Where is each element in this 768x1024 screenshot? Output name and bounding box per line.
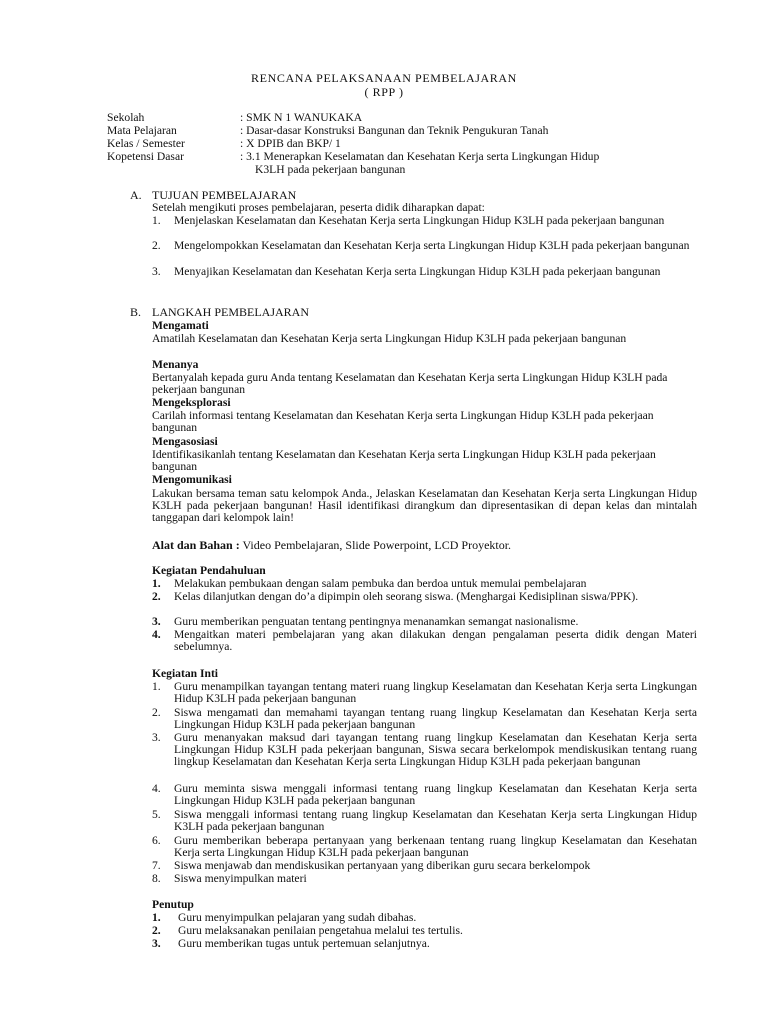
list-item <box>152 707 697 731</box>
step-title: Menanya <box>152 358 199 371</box>
list-item <box>152 591 697 603</box>
list-number: 3. <box>152 615 161 628</box>
document-title: RENCANA PELAKSANAAN PEMBELAJARAN <box>251 71 517 85</box>
list-item <box>152 835 697 859</box>
list-number: 3. <box>152 265 161 278</box>
section-letter: A. <box>130 188 142 202</box>
tools-value: Video Pembelajaran, Slide Powerpoint, LCD Proyektor. <box>239 538 512 552</box>
section-title: LANGKAH PEMBELAJARAN <box>152 305 310 319</box>
identity-label: Kelas / Semester <box>107 137 185 150</box>
list-text: Guru melaksanakan penilaian pengetahua melalui tes tertulis. <box>178 924 463 937</box>
list-number: 1. <box>152 911 161 924</box>
list-item <box>152 860 697 872</box>
tools-label: Alat dan Bahan : <box>152 538 240 552</box>
list-number: 1. <box>152 680 161 693</box>
document-subtitle: ( RPP ) <box>364 85 404 99</box>
list-text: Menyajikan Keselamatan dan Kesehatan Kerja serta Lingkungan Hidup K3LH pada pekerjaan bangunan <box>174 265 661 278</box>
tools-line <box>152 539 697 551</box>
list-item <box>152 925 697 937</box>
section-b-heading <box>130 306 309 318</box>
list-number: 2. <box>152 239 161 252</box>
list-item <box>152 938 697 950</box>
list-number: 4. <box>152 782 161 795</box>
identity-label: Kopetensi Dasar <box>107 150 184 163</box>
list-item <box>152 240 697 252</box>
list-text: Guru memberikan tugas untuk pertemuan selanjutnya. <box>178 937 430 950</box>
section-a-intro: Setelah mengikuti proses pembelajaran, peserta didik diharapkan dapat: <box>152 201 485 214</box>
list-item <box>152 266 697 278</box>
list-text: Guru menampilkan tayangan tentang materi ruang lingkup Keselamatan dan Kesehatan Kerja serta Lingkungan Hidup K3LH pada pekerjaan bangunan <box>174 680 697 706</box>
list-item <box>152 873 697 885</box>
list-text: Guru menanyakan maksud dari tayangan tentang ruang lingkup Keselamatan dan Kesehatan Kerja serta Lingkungan Hidup K3LH pada pekerjaan bangunan, Siswa secara berkelompok mendiskusikan tentang ruang lingkup Keselamatan dan Kesehatan Kerja serta Lingkungan Hidup K3LH pada pekerjaan bangunan <box>174 731 697 769</box>
section-letter: B. <box>130 305 142 319</box>
list-item <box>152 809 697 833</box>
section-title: TUJUAN PEMBELAJARAN <box>152 188 297 202</box>
list-number: 2. <box>152 590 161 603</box>
list-number: 6. <box>152 834 161 847</box>
step-title: Mengasosiasi <box>152 435 218 448</box>
list-text: Guru menyimpulkan pelajaran yang sudah dibahas. <box>178 911 417 924</box>
step-text: Lakukan bersama teman satu kelompok Anda., Jelaskan Keselamatan dan Kesehatan Kerja serta Lingkungan Hidup K3LH pada pekerjaan bangunan! Hasil identifikasi dirangkum dan dipresentasikan di depan kelas dan mintalah tanggapan dari kelompok lain! <box>152 487 697 525</box>
list-item <box>152 616 697 628</box>
kegiatan-inti-title: Kegiatan Inti <box>152 667 219 680</box>
list-text: Siswa menggali informasi tentang ruang lingkup Keselamatan dan Kesehatan Kerja serta Lingkungan Hidup K3LH pada pekerjaan bangunan <box>174 808 697 834</box>
identity-label: Mata Pelajaran <box>107 124 177 137</box>
list-number: 1. <box>152 577 161 590</box>
identity-value: : SMK N 1 WANUKAKA <box>240 111 363 124</box>
list-text: Siswa mengamati dan memahami tayangan tentang ruang lingkup Keselamatan dan Kesehatan Kerja serta Lingkungan Hidup K3LH pada pekerjaan bangunan <box>174 706 697 732</box>
list-text: Siswa menjawab dan mendiskusikan pertanyaan yang diberikan guru secara berkelompok <box>174 859 591 872</box>
section-a-heading <box>130 189 296 201</box>
identity-value: : X DPIB dan BKP/ 1 <box>240 137 341 150</box>
list-text: Guru memberikan beberapa pertanyaan yang berkenaan tentang ruang lingkup Keselamatan dan Kesehatan Kerja serta Lingkungan Hidup K3LH pada pekerjaan bangunan <box>174 834 697 860</box>
kegiatan-pendahuluan-title: Kegiatan Pendahuluan <box>152 564 266 577</box>
step-title: Mengamati <box>152 319 209 332</box>
list-number: 1. <box>152 214 161 227</box>
list-text: Mengaitkan materi pembelajaran yang akan dilakukan dengan pengalaman peserta didik dengan Materi sebelumnya. <box>174 628 697 654</box>
list-number: 4. <box>152 628 161 641</box>
identity-row-subject <box>107 125 667 138</box>
step-text: Bertanyalah kepada guru Anda tentang Keselamatan dan Kesehatan Kerja serta Lingkungan Hidup K3LH pada pekerjaan bangunan <box>152 371 668 397</box>
list-item <box>152 783 697 807</box>
list-number: 2. <box>152 924 161 937</box>
list-item <box>152 578 697 590</box>
list-number: 5. <box>152 808 161 821</box>
step-title: Mengeksplorasi <box>152 396 231 409</box>
list-item <box>152 732 697 769</box>
list-text: Mengelompokkan Keselamatan dan Kesehatan Kerja serta Lingkungan Hidup K3LH pada pekerjaan bangunan <box>174 239 690 252</box>
list-text: Guru meminta siswa menggali informasi tentang ruang lingkup Keselamatan dan Kesehatan Kerja serta Lingkungan Hidup K3LH pada pekerjaan bangunan <box>174 782 697 808</box>
list-number: 3. <box>152 731 161 744</box>
list-number: 3. <box>152 937 161 950</box>
list-number: 2. <box>152 706 161 719</box>
list-number: 8. <box>152 872 161 885</box>
list-text: Guru memberikan penguatan tentang pentingnya menanamkan semangat nasionalisme. <box>174 615 579 628</box>
step-title: Mengomunikasi <box>152 473 232 486</box>
identity-value: : Dasar-dasar Konstruksi Bangunan dan Teknik Pengukuran Tanah <box>240 124 549 137</box>
step-text: Identifikasikanlah tentang Keselamatan dan Kesehatan Kerja serta Lingkungan Hidup K3LH pada pekerjaan bangunan <box>152 448 656 474</box>
list-text: Kelas dilanjutkan dengan do’a dipimpin oleh seorang siswa. (Menghargai Kedisiplinan siswa/PPK). <box>174 590 639 603</box>
list-item <box>152 215 697 227</box>
penutup-title: Penutup <box>152 898 194 911</box>
list-text: Melakukan pembukaan dengan salam pembuka dan berdoa untuk memulai pembelajaran <box>174 577 587 590</box>
list-text: Menjelaskan Keselamatan dan Kesehatan Kerja serta Lingkungan Hidup K3LH pada pekerjaan bangunan <box>174 214 665 227</box>
list-text: Siswa menyimpulkan materi <box>174 872 307 885</box>
identity-label: Sekolah <box>107 111 145 124</box>
list-number: 7. <box>152 859 161 872</box>
list-item <box>152 629 697 653</box>
step-text: Amatilah Keselamatan dan Kesehatan Kerja serta Lingkungan Hidup K3LH pada pekerjaan bangunan <box>152 332 627 345</box>
list-item <box>152 912 697 924</box>
step-text: Carilah informasi tentang Keselamatan dan Kesehatan Kerja serta Lingkungan Hidup K3LH pada pekerjaan bangunan <box>152 409 654 435</box>
identity-value-continued: K3LH pada pekerjaan bangunan <box>255 163 406 176</box>
list-item <box>152 681 697 705</box>
identity-value: : 3.1 Menerapkan Keselamatan dan Kesehatan Kerja serta Lingkungan Hidup <box>240 150 600 163</box>
